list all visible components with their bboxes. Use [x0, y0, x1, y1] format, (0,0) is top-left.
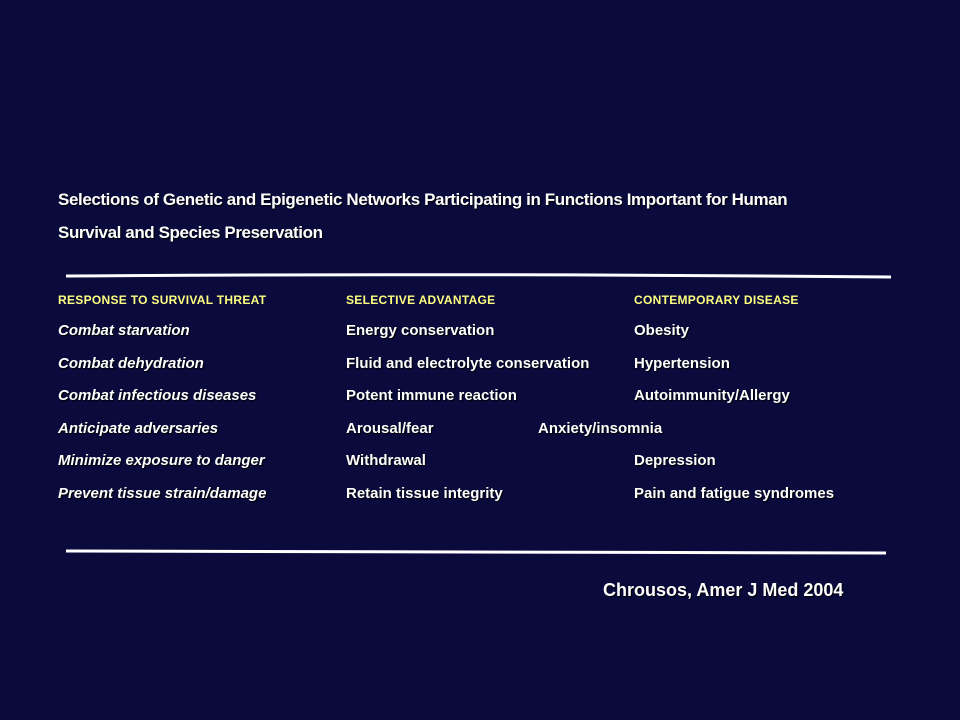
response-cell: Anticipate adversaries [58, 420, 219, 437]
column-header-advantage: SELECTIVE ADVANTAGE [346, 293, 496, 307]
advantage-cell: Potent immune reaction [346, 387, 517, 404]
column-header-disease: CONTEMPORARY DISEASE [634, 293, 799, 307]
response-cell: Combat starvation [58, 322, 190, 339]
slide-title [58, 183, 928, 249]
slide-title-line-2: Survival and Species Preservation [58, 223, 323, 242]
advantage-cell: Energy conservation [346, 322, 495, 339]
citation: Chrousos, Amer J Med 2004 [603, 580, 844, 600]
advantage-cell: Retain tissue integrity [346, 485, 503, 502]
disease-cell: Pain and fatigue syndromes [634, 485, 835, 502]
disease-cell: Hypertension [634, 355, 730, 372]
response-cell: Combat dehydration [58, 355, 204, 372]
advantage-cell: Arousal/fear [346, 420, 434, 437]
advantage-cell: Fluid and electrolyte conservation [346, 355, 590, 372]
advantage-cell: Withdrawal [346, 452, 426, 469]
response-cell: Prevent tissue strain/damage [58, 485, 267, 502]
response-cell: Minimize exposure to danger [58, 452, 265, 469]
response-cell: Combat infectious diseases [58, 387, 257, 404]
disease-cell: Depression [634, 452, 716, 469]
disease-cell: Autoimmunity/Allergy [634, 387, 790, 404]
disease-cell: Obesity [634, 322, 690, 339]
column-header-response: RESPONSE TO SURVIVAL THREAT [58, 293, 267, 307]
disease-cell: Anxiety/insomnia [538, 420, 663, 437]
slide-title-line-1: Selections of Genetic and Epigenetic Networks Participating in Functions Important for Human [58, 190, 788, 209]
